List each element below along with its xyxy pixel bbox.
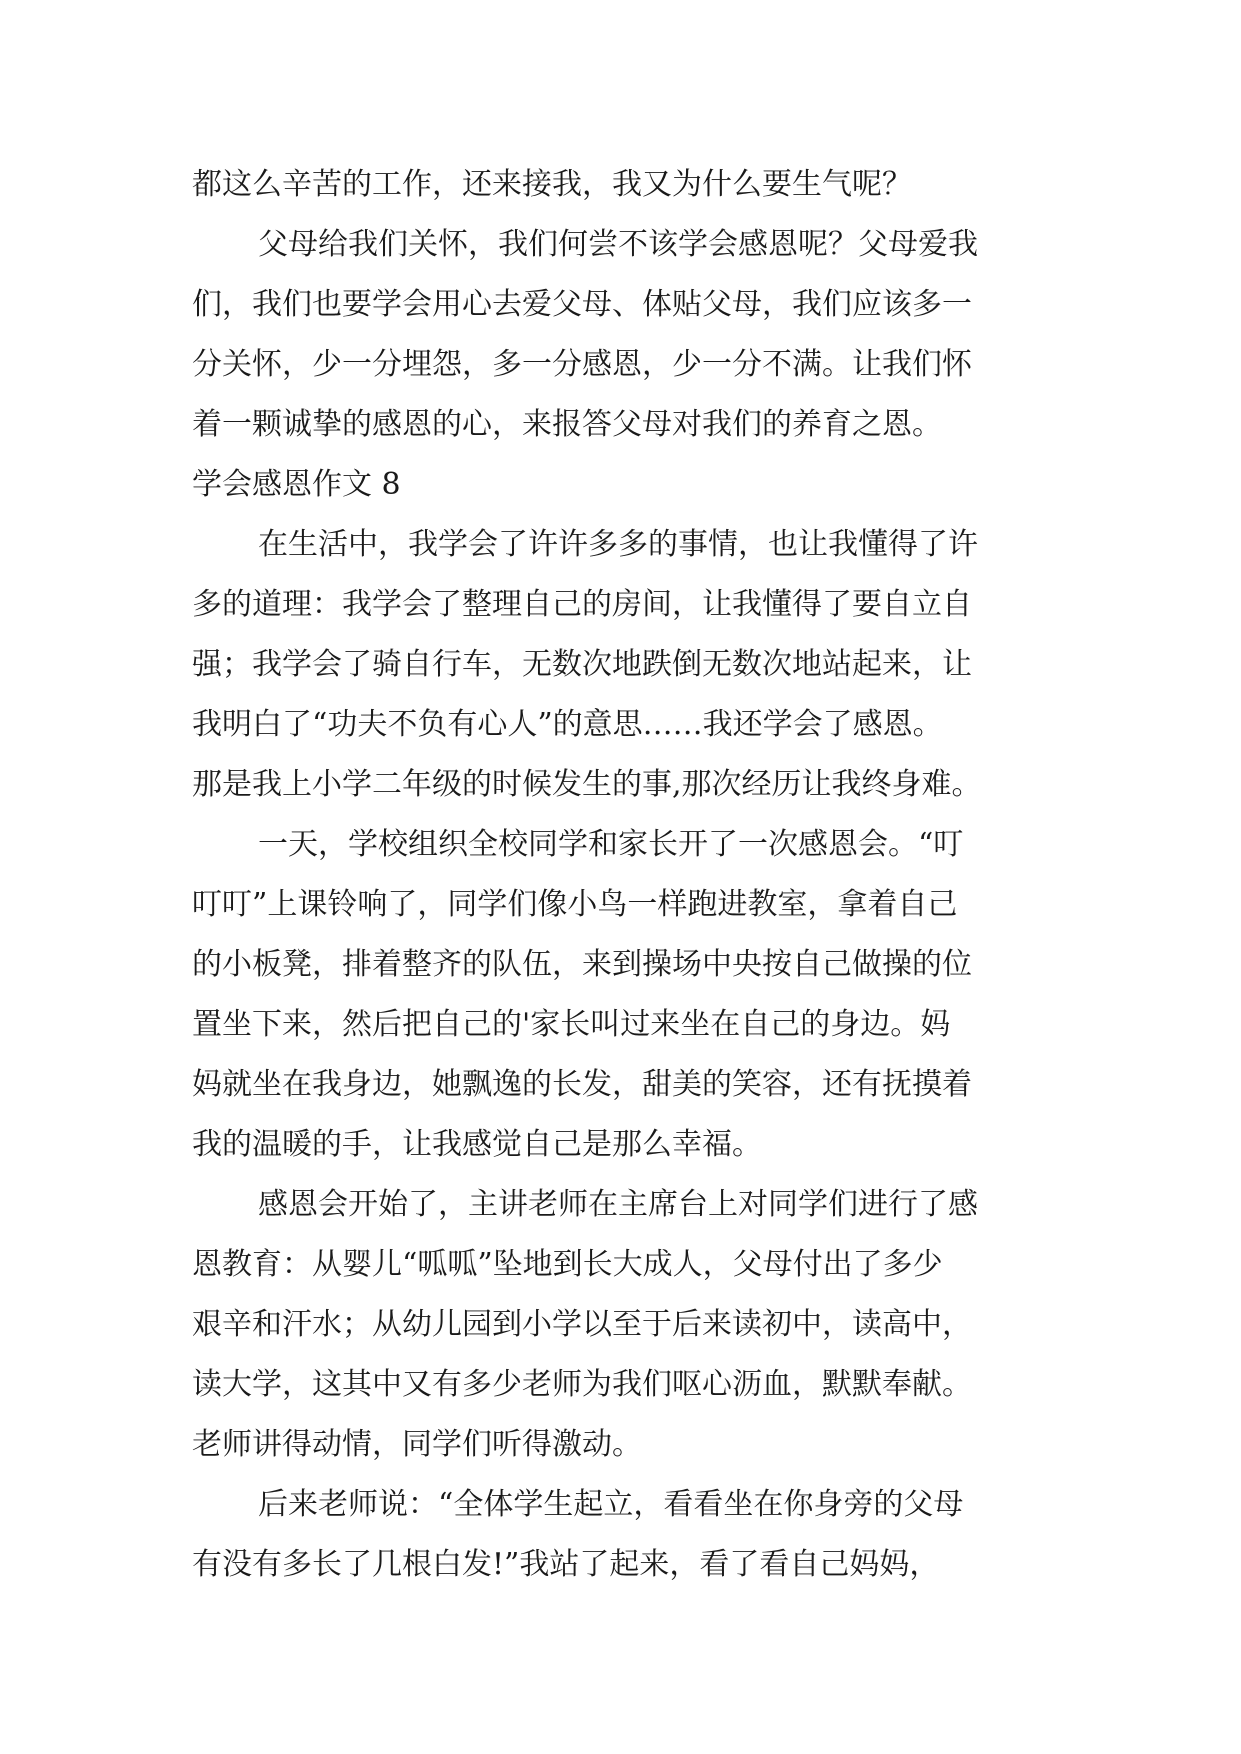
text-line: 的小板凳，排着整齐的队伍，来到操场中央按自己做操的位 [192, 947, 972, 982]
text-line: 一天，学校组织全校同学和家长开了一次感恩会。“叮 [258, 827, 964, 862]
text-line: 们，我们也要学会用心去爱父母、体贴父母，我们应该多一 [192, 287, 972, 322]
text-line: 在生活中，我学会了许许多多的事情，也让我懂得了许 [258, 527, 978, 562]
text-line: 分关怀，少一分埋怨，多一分感恩，少一分不满。让我们怀 [192, 347, 972, 382]
text-line: 老师讲得动情，同学们听得激动。 [192, 1427, 642, 1462]
text-line: 我明白了“功夫不负有心人”的意思……我还学会了感恩。 [192, 707, 943, 742]
text-line: 我的温暖的手，让我感觉自己是那么幸福。 [192, 1127, 762, 1162]
text-line: 读大学，这其中又有多少老师为我们呕心沥血，默默奉献。 [192, 1367, 972, 1402]
text-line: 感恩会开始了，主讲老师在主席台上对同学们进行了感 [258, 1187, 978, 1222]
text-line: 置坐下来，然后把自己的'家长叫过来坐在自己的身边。妈 [192, 1007, 951, 1042]
text-line: 妈就坐在我身边，她飘逸的长发，甜美的笑容，还有抚摸着 [192, 1067, 972, 1102]
text-line: 后来老师说：“全体学生起立，看看坐在你身旁的父母 [258, 1487, 964, 1522]
text-line: 叮叮”上课铃响了，同学们像小鸟一样跑进教室，拿着自己 [192, 887, 958, 922]
text-line: 父母给我们关怀，我们何尝不该学会感恩呢？父母爱我 [258, 227, 978, 262]
text-line: 着一颗诚挚的感恩的心，来报答父母对我们的养育之恩。 [192, 407, 942, 442]
text-line: 强；我学会了骑自行车，无数次地跌倒无数次地站起来，让 [192, 647, 972, 682]
essay-body [192, 155, 1072, 1595]
text-line: 艰辛和汗水；从幼儿园到小学以至于后来读初中，读高中， [192, 1307, 972, 1342]
section-heading: 学会感恩作文 8 [192, 467, 401, 502]
text-line: 都这么辛苦的工作，还来接我，我又为什么要生气呢？ [192, 167, 912, 202]
text-line: 多的道理：我学会了整理自己的房间，让我懂得了要自立自 [192, 587, 972, 622]
text-line: 那是我上小学二年级的时候发生的事,那次经历让我终身难。 [192, 767, 982, 802]
text-line: 有没有多长了几根白发!”我站了起来，看了看自己妈妈， [192, 1547, 940, 1582]
text-line: 恩教育：从婴儿“呱呱”坠地到长大成人，父母付出了多少 [192, 1247, 943, 1282]
